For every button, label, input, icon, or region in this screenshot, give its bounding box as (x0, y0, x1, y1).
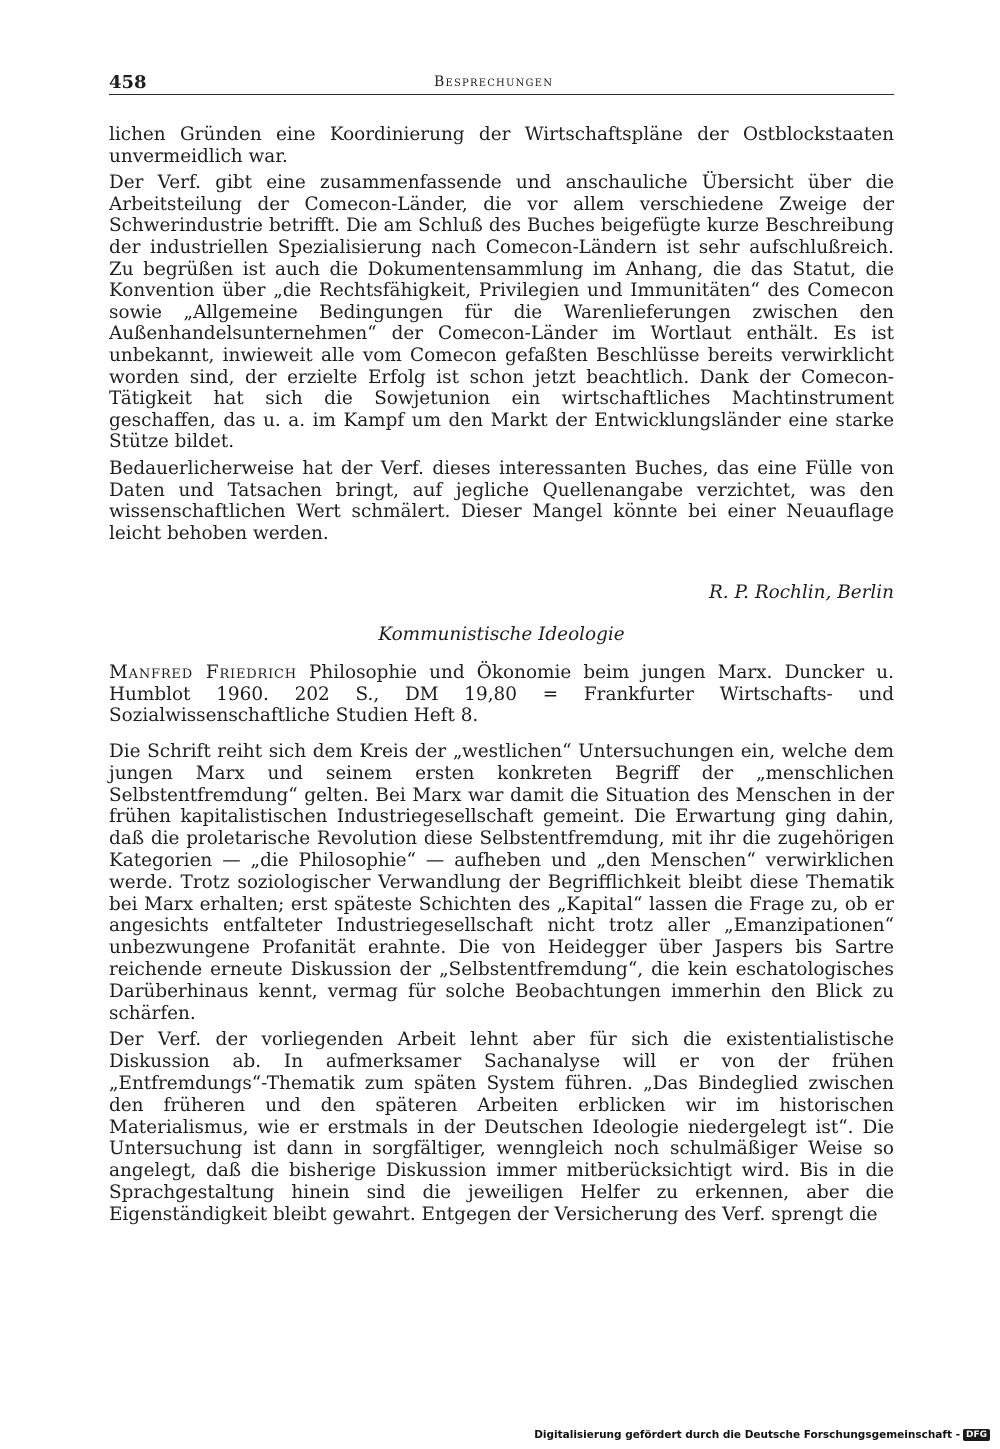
running-head: Besprechungen (434, 74, 554, 90)
review-2-body (109, 741, 894, 1226)
reviewer-signature: R. P. Rochlin, Berlin (708, 582, 894, 603)
review-1-body (109, 124, 894, 544)
review-1-paragraph: Der Verf. gibt eine zusammenfassende und anschauliche Übersicht über die Arbeitsteilung der Comecon-Länder, die vor allem verschiedene Zweige der Schwerindustrie betrifft. Die am Schluß des Buches beigefügte kurze Beschreibung der industriellen Spezialisierung nach Comecon-Ländern ist sehr aufschlußreich. Zu begrüßen ist auch die Dokumentensammlung im Anhang, die das Statut, die Konvention über „die Rechtsfähigkeit, Privilegien und Immunitäten“ des Comecon sowie „Allgemeine Bedingungen für die Warenlieferungen zwischen den Außenhandelsunternehmen“ der Comecon-Länder im Wortlaut enthält. Es ist unbekannt, inwieweit alle vom Comecon gefaßten Beschlüsse bereits verwirklicht worden sind, der erzielte Erfolg ist schon jetzt beachtlich. Dank der Comecon-Tätigkeit hat sich die Sowjetunion ein wirtschaftliches Machtinstrument geschaffen, das u. a. im Kampf um den Markt der Entwicklungsländer eine starke Stütze bildet. (109, 172, 894, 453)
footer-text: Digitalisierung gefördert durch die Deutsche Forschungsgemeinschaft - (534, 1429, 960, 1441)
digitization-footer (534, 1429, 990, 1441)
dfg-logo: DFG (963, 1429, 990, 1441)
review-2-paragraph: Die Schrift reiht sich dem Kreis der „westlichen“ Untersuchungen ein, welche dem jungen Marx und seinem ersten konkreten Begriff der „menschlichen Selbstentfremdung“ gelten. Bei Marx war damit die Situation des Menschen in der frühen kapitalistischen Industriegesellschaft gemeint. Die Erwartung ging dahin, daß die proletarische Revolution diese Selbstentfremdung, mit ihr die zugehörigen Kategorien — „die Philosophie“ — aufheben und „den Menschen“ verwirklichen werde. Trotz soziologischer Verwandlung der Begrifflichkeit bleibt diese Thematik bei Marx erhalten; erst späteste Schichten des „Kapital“ lassen die Frage zu, ob er angesichts entfalteter Industriegesellschaft nicht trotz aller „Emanzipationen“ unbezwungene Profanität erahnte. Die von Heidegger über Jaspers bis Sartre reichende erneute Diskussion der „Selbstentfremdung“, die kein eschatologisches Darüberhinaus kennt, vermag für solche Beobachtungen immerhin den Blick zu schärfen. (109, 741, 894, 1024)
page-number: 458 (109, 72, 147, 93)
review-2-paragraph: Der Verf. der vorliegenden Arbeit lehnt aber für sich die existentialistische Diskussion ab. In aufmerksamer Sachanalyse will er von der frühen „Entfremdungs“-Thematik zum späten System führen. „Das Bindeglied zwischen den früheren und den späteren Arbeiten erblicken wir im historischen Materialismus, wie er erstmals in der Deutschen Ideologie niedergelegt ist“. Die Untersuchung ist dann in sorgfältiger, wenngleich noch schulmäßiger Weise so angelegt, daß die bisherige Diskussion immer mitberücksichtigt wird. Bis in die Sprachgestaltung hinein sind die jeweiligen Helfer zu erkennen, aber die Eigenständigkeit bleibt gewahrt. Entgegen der Versicherung des Verf. sprengt die (109, 1029, 894, 1225)
page-header (109, 72, 894, 95)
section-title: Kommunistische Ideologie (378, 624, 625, 645)
review-1-paragraph: lichen Gründen eine Koordinierung der Wirtschaftspläne der Ostblockstaaten unvermeidlich war. (109, 124, 894, 167)
citation-author: Manfred Friedrich (109, 662, 297, 683)
citation-details: Philosophie und Ökonomie beim jungen Marx. Duncker u. Humblot 1960. 202 S., DM 19,80 = Frankfurter Wirtschafts- und Sozialwissenschaftliche Studien Heft 8. (109, 662, 894, 727)
review-1-paragraph: Bedauerlicherweise hat der Verf. dieses interessanten Buches, das eine Fülle von Daten und Tatsachen bringt, auf jegliche Quellenangabe verzichtet, was den wissenschaftlichen Wert schmälert. Dieser Mangel könnte bei einer Neuauflage leicht behoben werden. (109, 457, 894, 544)
book-citation (109, 662, 894, 727)
